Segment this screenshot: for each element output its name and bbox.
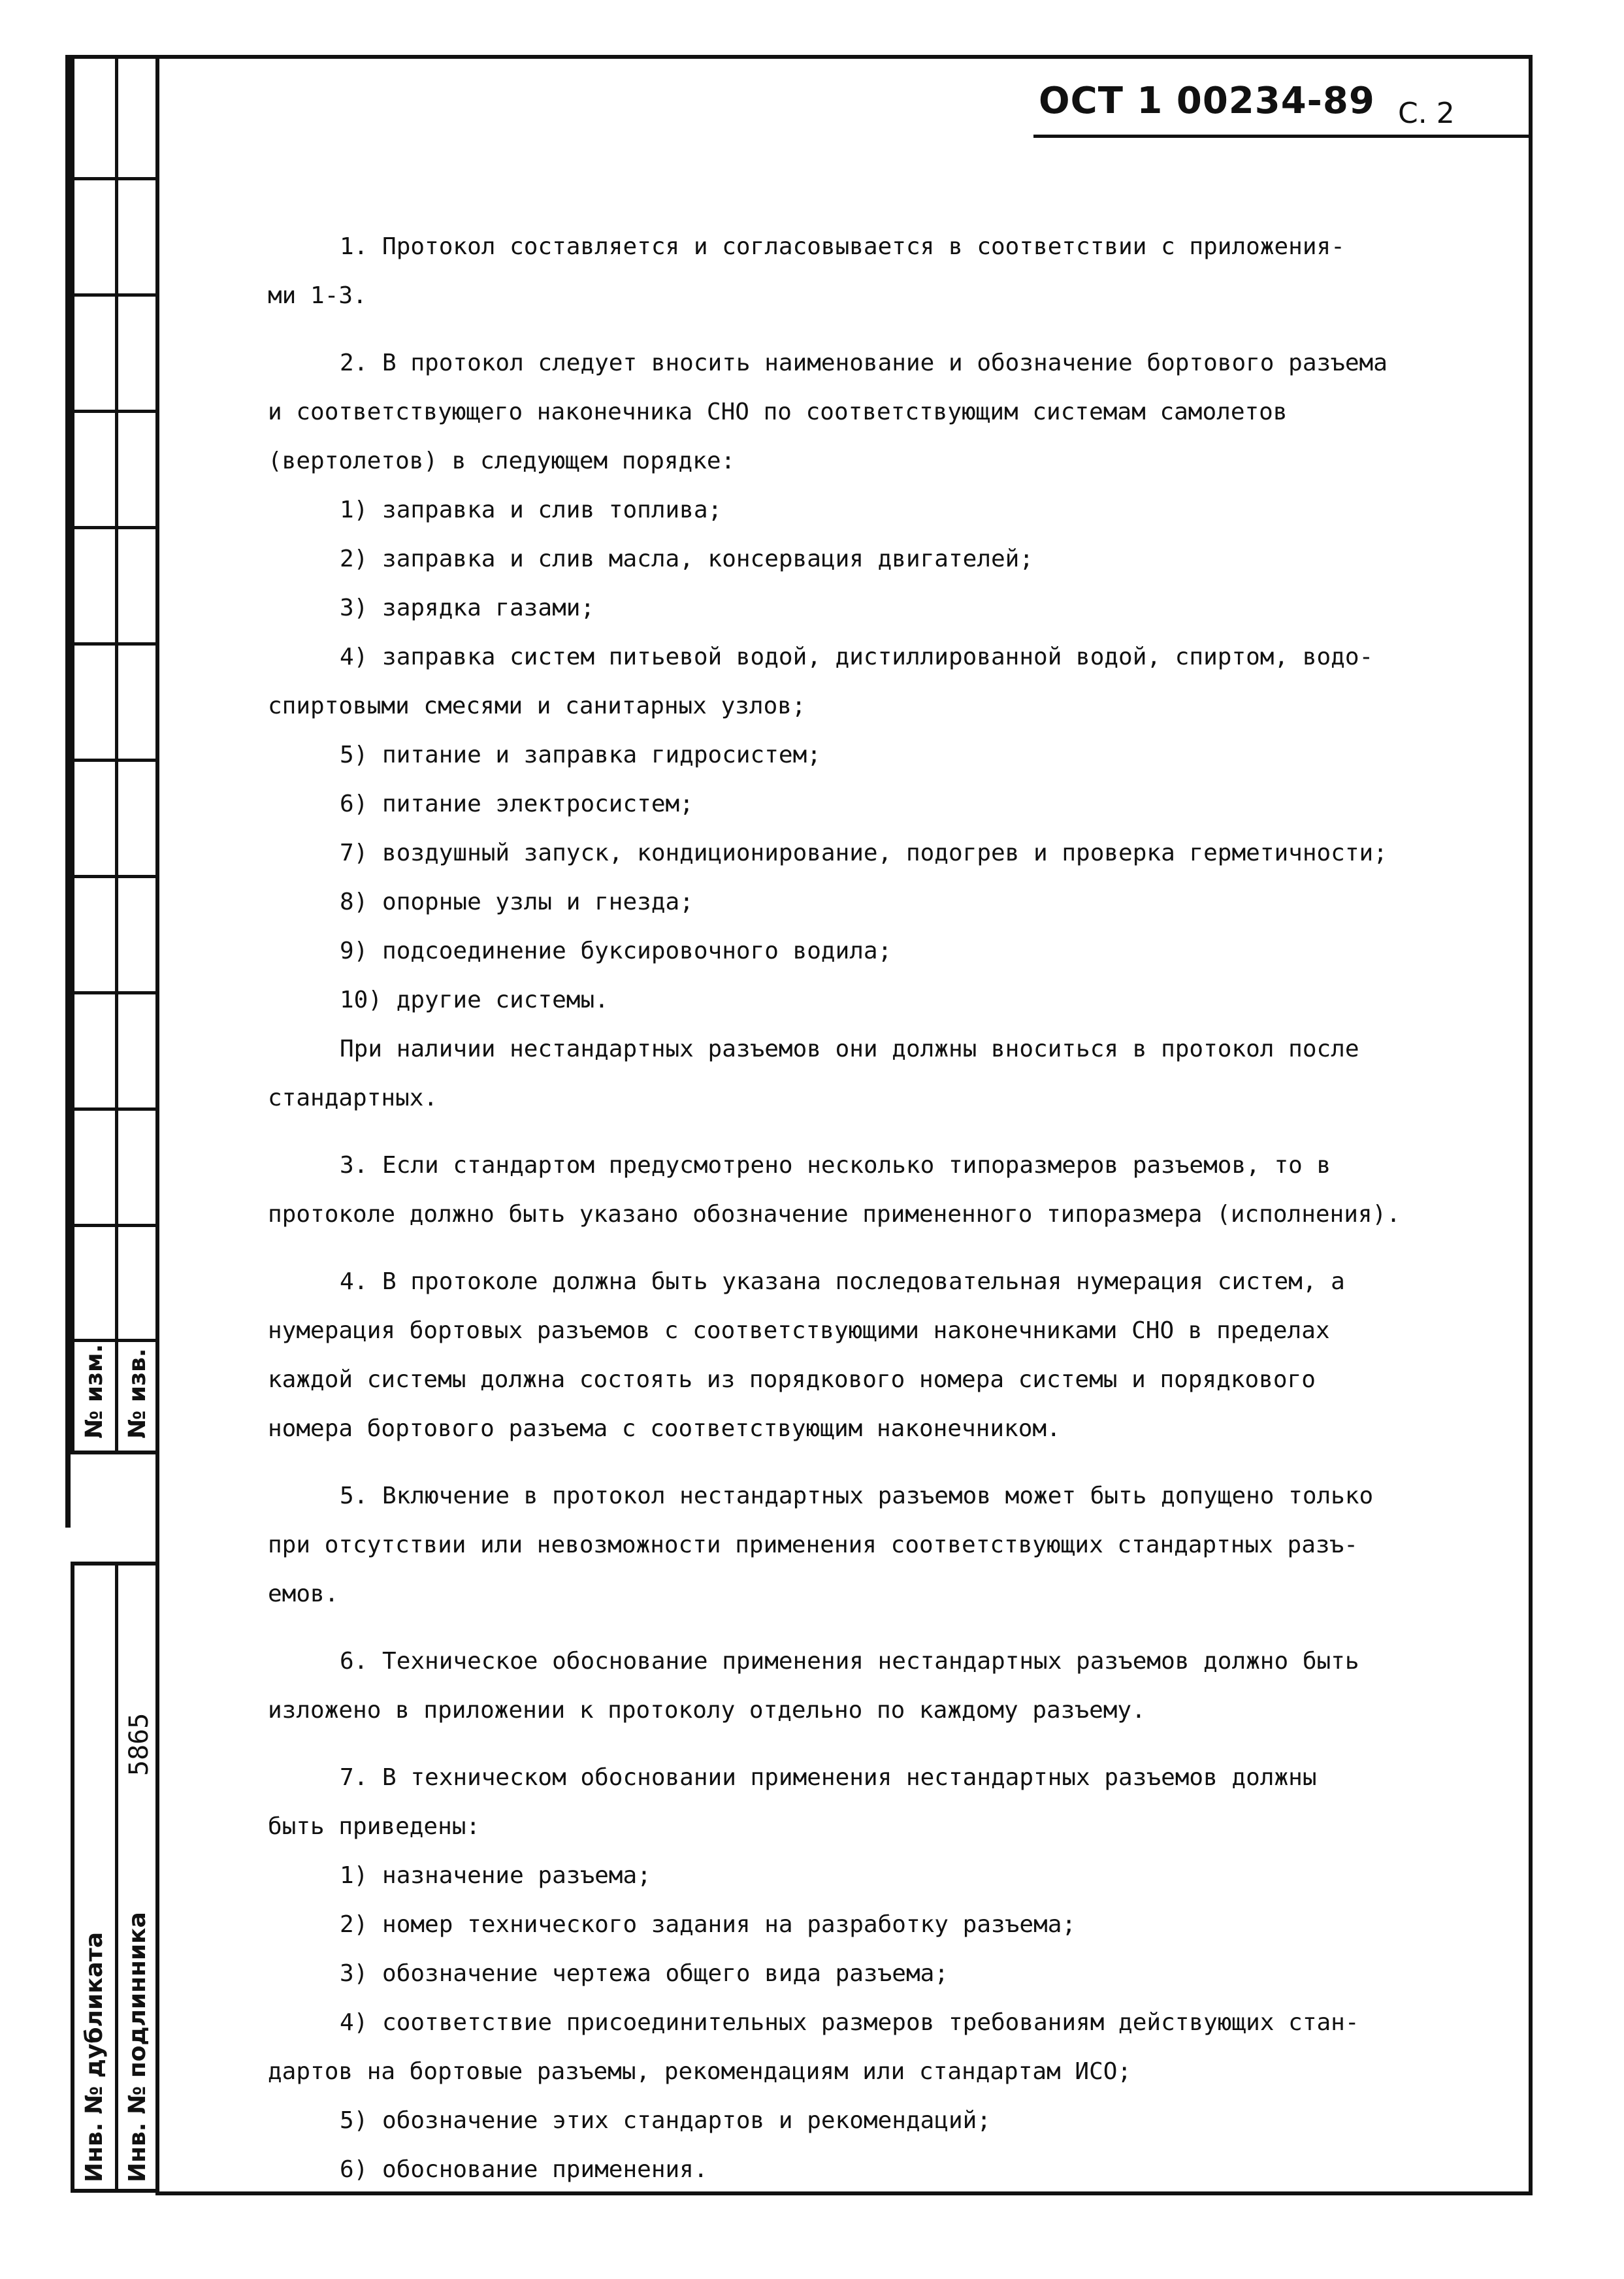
paragraph-line: каждой системы должна состоять из порядкового номера системы и порядкового [268, 1366, 1316, 1393]
list-item: 5) питание и заправка гидросистем; [340, 742, 821, 768]
paragraph-line: 5. Включение в протокол нестандартных разъемов может быть допущено только [340, 1483, 1374, 1509]
list-item-continuation: дартов на бортовые разъемы, рекомендациям или стандартам ИСО; [268, 2058, 1132, 2085]
paragraph-line: ми 1-3. [268, 282, 367, 309]
paragraph-line: При наличии нестандартных разъемов они должны вноситься в протокол после [340, 1036, 1359, 1062]
list-item: 3) обозначение чертежа общего вида разъема; [340, 1960, 949, 1987]
list-item: 10) другие системы. [340, 987, 609, 1013]
list-item-continuation: спиртовыми смесями и санитарных узлов; [268, 693, 806, 719]
list-item: 6) питание электросистем; [340, 791, 694, 817]
paragraph-line: 3. Если стандартом предусмотрено несколько типоразмеров разъемов, то в [340, 1152, 1331, 1179]
list-item: 6) обоснование применения. [340, 2156, 708, 2183]
stamp-cell [74, 529, 155, 646]
paragraph-line: 4. В протоколе должна быть указана последовательная нумерация систем, а [340, 1268, 1345, 1295]
stamp-cell [74, 413, 155, 529]
paragraph-line: изложено в приложении к протоколу отдельно по каждому разъему. [268, 1697, 1146, 1724]
stamp-cell [74, 646, 155, 762]
paragraph-line: емов. [268, 1581, 339, 1607]
paragraph-line: протоколе должно быть указано обозначение примененного типоразмера (исполнения). [268, 1201, 1401, 1228]
list-item: 1) назначение разъема; [340, 1862, 651, 1889]
paragraph-line: стандартных. [268, 1085, 438, 1111]
original-inventory-number: 5865 [124, 1713, 154, 1776]
paragraph-line: нумерация бортовых разъемов с соответствующими наконечниками СНО в пределах [268, 1317, 1330, 1344]
paragraph-line: при отсутствии или невозможности применения соответствующих стандартных разъ- [268, 1532, 1358, 1558]
list-item: 3) зарядка газами; [340, 595, 595, 621]
inventory-column [71, 1562, 159, 2193]
paragraph-line: номера бортового разъема с соответствующим наконечником. [268, 1415, 1061, 1442]
paragraph-line: (вертолетов) в следующем порядке: [268, 448, 736, 474]
stamp-cell [74, 878, 155, 994]
list-item: 7) воздушный запуск, кондиционирование, подогрев и проверка герметичности; [340, 840, 1388, 866]
page-number: С. 2 [1398, 97, 1455, 130]
notice-no-label: № изв. [124, 1348, 151, 1439]
change-record-column [71, 55, 159, 1454]
paragraph-line: быть приведены: [268, 1813, 481, 1840]
list-item: 4) заправка систем питьевой водой, дистиллированной водой, спиртом, водо- [340, 644, 1374, 670]
list-item: 2) номер технического задания на разработку разъема; [340, 1911, 1077, 1938]
list-item: 8) опорные узлы и гнезда; [340, 889, 694, 915]
stamp-cell [74, 1111, 155, 1227]
stamp-cell [74, 59, 155, 180]
list-item: 5) обозначение этих стандартов и рекомендаций; [340, 2107, 991, 2134]
paragraph-line: 1. Протокол составляется и согласовывается в соответствии с приложения- [340, 233, 1345, 260]
original-inventory-label: Инв. № подлинника [124, 1912, 151, 2182]
paragraph-line: и соответствующего наконечника СНО по соответствующим системам самолетов [268, 399, 1288, 425]
change-no-label: № изм. [81, 1343, 108, 1439]
list-item: 4) соответствие присоединительных размеров требованиям действующих стан- [340, 2009, 1359, 2036]
sheet-edge [65, 55, 71, 1528]
duplicate-inventory-label: Инв. № дубликата [81, 1932, 108, 2182]
header-underline [1033, 135, 1530, 138]
list-item: 9) подсоединение буксировочного водила; [340, 938, 892, 964]
list-item: 2) заправка и слив масла, консервация двигателей; [340, 546, 1034, 572]
list-item: 1) заправка и слив топлива; [340, 497, 723, 523]
document-code: ОСТ 1 00234-89 [1039, 80, 1375, 122]
stamp-cell [74, 1227, 155, 1342]
stamp-cell [74, 994, 155, 1111]
stamp-cell [74, 297, 155, 413]
document-body [268, 222, 1489, 2194]
stamp-cell [74, 762, 155, 878]
paragraph-line: 7. В техническом обосновании применения нестандартных разъемов должны [340, 1764, 1317, 1791]
stamp-cell [74, 180, 155, 297]
paragraph-line: 2. В протокол следует вносить наименование и обозначение бортового разъема [340, 350, 1388, 376]
paragraph-line: 6. Техническое обоснование применения нестандартных разъемов должно быть [340, 1648, 1359, 1675]
column-divider [115, 1566, 118, 2189]
